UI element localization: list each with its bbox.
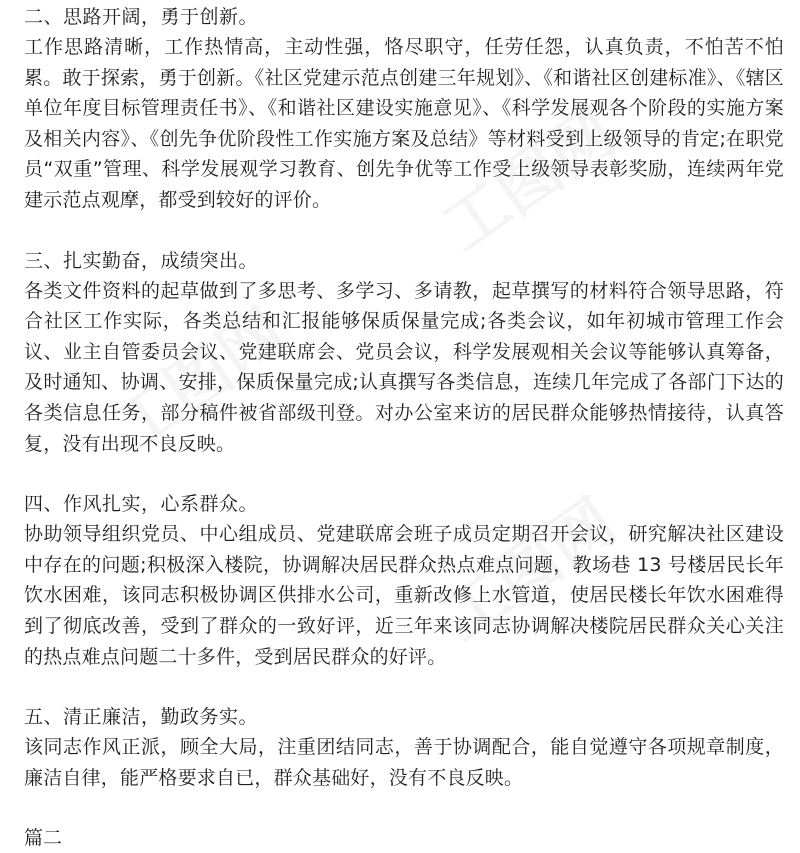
section-body: 该同志作风正派，顾全大局，注重团结同志，善于协调配合，能自觉遵守各项规章制度，廉洁自律，能严格要求自已，群众基础好，没有不良反映。: [24, 736, 784, 789]
document-page: [24, 0, 784, 853]
paragraph-gap: [24, 216, 784, 246]
section-3: [24, 246, 784, 460]
paragraph-gap: [24, 793, 784, 823]
section-heading: 二、思路开阔，勇于创新。: [24, 6, 259, 28]
section-2: [24, 2, 784, 216]
section-body: 工作思路清晰，工作热情高，主动性强，恪尽职守，任劳任怨，认真负责，不怕苦不怕累。敢于探索，勇于创新。《社区党建示范点创建三年规划》、《和谐社区创建标准》、《辖区单位年度目标管理责任书》、《和谐社区建设实施意见》、《科学发展观各个阶段的实施方案及相关内容》、《创先争优阶段性工作实施方案及总结》等材料受到上级领导的肯定;在职党员“双重”管理、科学发展观学习教育、创先争优等工作受上级领导表彰奖励，连续两年党建示范点观摩，都受到较好的评价。: [24, 36, 784, 211]
section-5: [24, 702, 784, 793]
section-body: 各类文件资料的起草做到了多思考、多学习、多请教，起草撰写的材料符合领导思路，符合社区工作实际，各类总结和汇报能够保质保量完成;各类会议，如年初城市管理工作会议、业主自管委员会议、党建联席会、党员会议，科学发展观相关会议等能够认真筹备，及时通知、协调、安排，保质保量完成;认真撰写各类信息，连续几年完成了各部门下达的各类信息任务，部分稿件被省部级刊登。对办公室来访的居民群众能够热情接待，认真答复，没有出现不良反映。: [24, 279, 784, 455]
section-heading: 四、作风扎实，心系群众。: [24, 493, 259, 516]
section-heading: 五、清正廉洁，勤政务实。: [24, 706, 259, 729]
paragraph-gap: [24, 672, 784, 702]
paragraph-gap: [24, 459, 784, 489]
section-body: 协助领导组织党员、中心组成员、党建联席会班子成员定期召开会议，研究解决社区建设中存在的问题;积极深入楼院，协调解决居民群众热点难点问题，教场巷 13 号楼居民长年饮水困难，该同志积极协调区供排水公司，重新改修上水管道，使居民楼长年饮水困难得到了彻底改善，受到了群众的一致好评，近三年来该同志协调解决楼院居民群众关心关注的热点难点问题二十多件，受到居民群众的好评。: [24, 523, 784, 668]
section-4: [24, 489, 784, 672]
part-heading: 篇二: [24, 827, 63, 850]
section-heading: 三、扎实勤奋，成绩突出。: [24, 249, 259, 272]
